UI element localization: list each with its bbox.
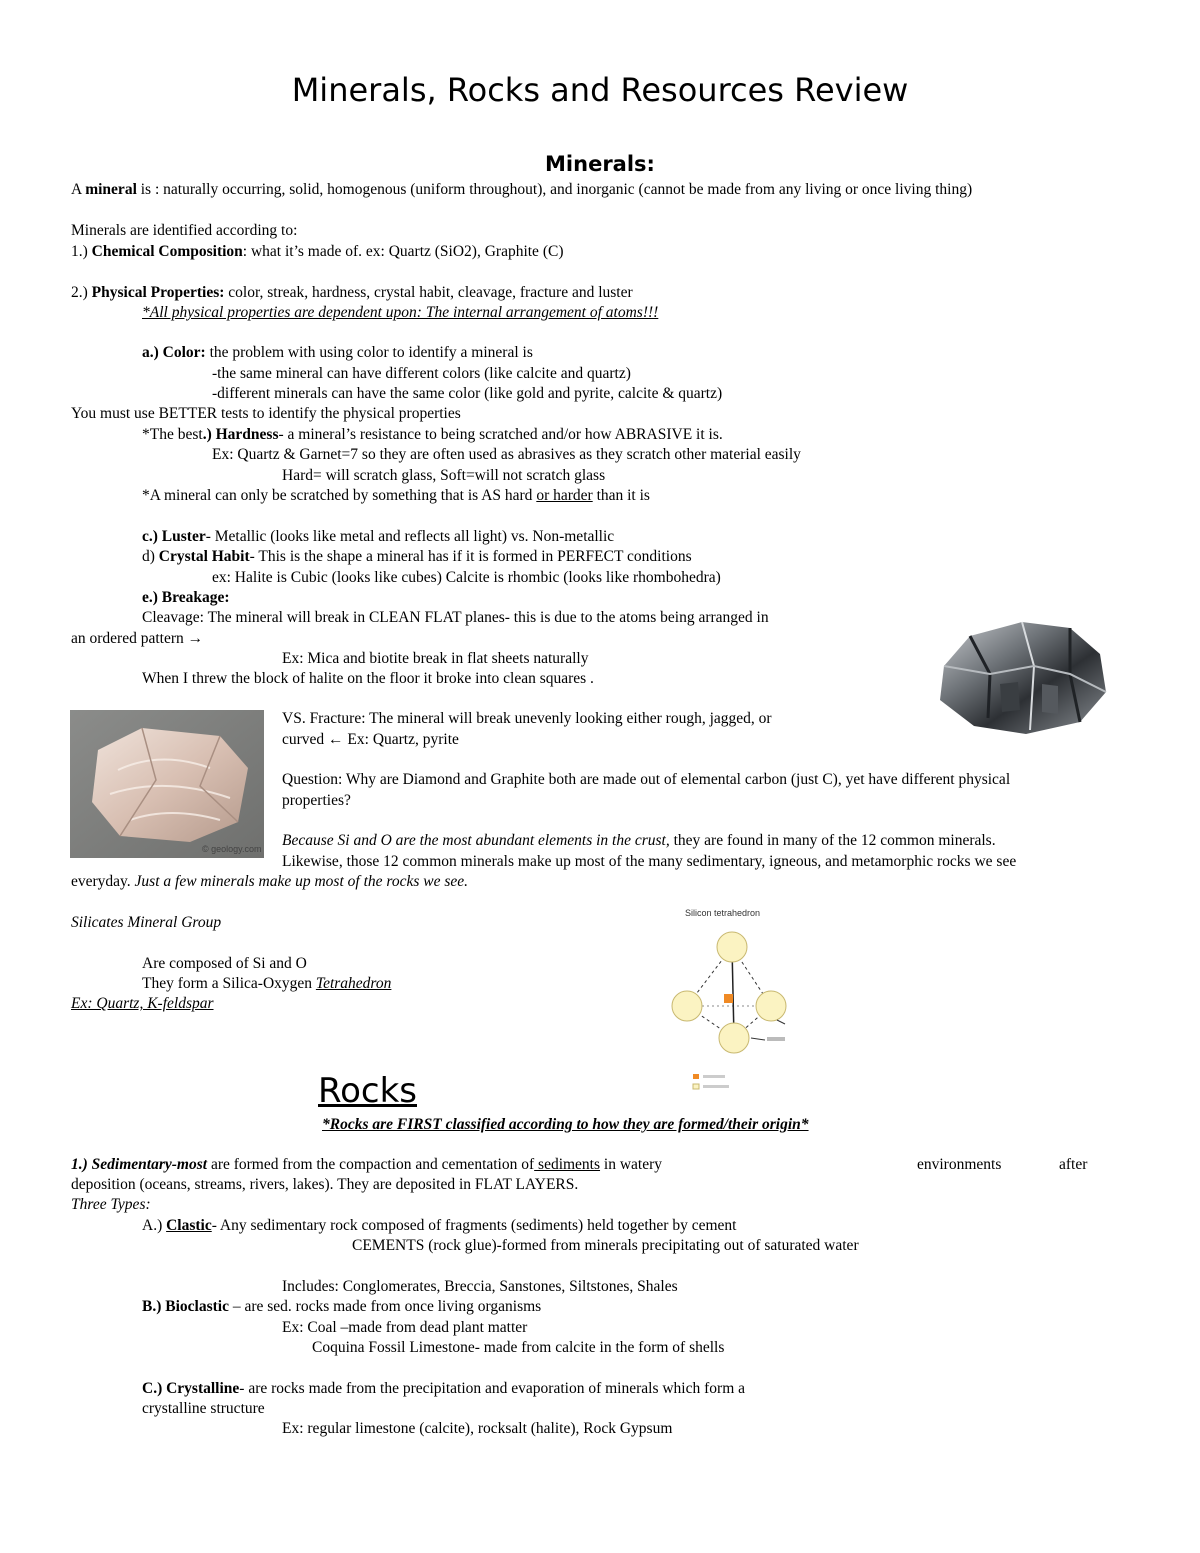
rocks-heading: Rocks [318, 1071, 417, 1111]
identified-intro: Minerals are identified according to: [71, 222, 298, 239]
silicates-point-2: They form a Silica-Oxygen Tetrahedron [142, 975, 392, 992]
tetrahedron-diagram [665, 902, 805, 1094]
silicates-example: Ex: Quartz, K-feldspar [71, 995, 214, 1012]
clastic-line: A.) Clastic- Any sedimentary rock composed of fragments (sediments) held together by cement [142, 1217, 737, 1234]
sedimentary-environments: environments [917, 1156, 1002, 1173]
clastic-includes: Includes: Conglomerates, Breccia, Sanstones, Siltstones, Shales [282, 1278, 678, 1295]
mineral-definition: A mineral is : naturally occurring, solid, homogenous (uniform throughout), and inorganic (cannot be made from any living or once living thing) [71, 181, 973, 198]
physical-properties: 2.) Physical Properties: color, streak, hardness, crystal habit, cleavage, fracture and luster [71, 284, 633, 301]
sedimentary-line-1: 1.) Sedimentary-most are formed from the compaction and cementation of sediments in watery [71, 1156, 663, 1173]
cements-line: CEMENTS (rock glue)-formed from minerals precipitating out of saturated water [352, 1237, 859, 1254]
chemical-composition: 1.) Chemical Composition: what it’s made of. ex: Quartz (SiO2), Graphite (C) [71, 243, 564, 260]
cleavage-line-2: an ordered pattern → [71, 630, 204, 647]
crystalline-example: Ex: regular limestone (calcite), rocksalt (halite), Rock Gypsum [282, 1420, 673, 1437]
hardness-line: *The best.) Hardness- a mineral’s resistance to being scratched and/or how ABRASIVE it is. [142, 426, 723, 443]
fracture-line-2: curved ← Ex: Quartz, pyrite [282, 731, 459, 748]
breakage-heading: e.) Breakage: [142, 589, 230, 606]
crystalline-line-1: C.) Crystalline- are rocks made from the precipitation and evaporation of minerals which form a [142, 1380, 746, 1397]
hardness-example: Ex: Quartz & Garnet=7 so they are often used as abrasives as they scratch other material easily [212, 446, 801, 463]
silicates-point-1: Are composed of Si and O [142, 955, 307, 972]
fracture-line-1: VS. Fracture: The mineral will break unevenly looking either rough, jagged, or [282, 710, 772, 727]
tetrahedron-title: Silicon tetrahedron [685, 908, 761, 918]
bioclastic-line: B.) Bioclastic – are sed. rocks made from once living organisms [142, 1298, 542, 1315]
minerals-heading: Minerals: [545, 152, 655, 176]
crystal-habit-line: d) Crystal Habit- This is the shape a mineral has if it is formed in PERFECT conditions [142, 548, 692, 565]
question-line-1: Question: Why are Diamond and Graphite both are made out of elemental carbon (just C), yet have different physical [282, 771, 1011, 788]
crystalline-line-2: crystalline structure [142, 1400, 265, 1417]
question-line-2: properties? [282, 792, 351, 809]
color-point-1: -the same mineral can have different colors (like calcite and quartz) [212, 365, 631, 382]
sedimentary-line-2: deposition (oceans, streams, rivers, lakes). They are deposited in FLAT LAYERS. [71, 1176, 579, 1193]
document-title: Minerals, Rocks and Resources Review [291, 71, 909, 109]
three-types: Three Types: [71, 1196, 151, 1213]
photo-credit: © geology.com [202, 844, 262, 854]
cleavage-line-1: Cleavage: The mineral will break in CLEAN FLAT planes- this is due to the atoms being arranged in [142, 609, 769, 626]
physical-note: *All physical properties are dependent upon: The internal arrangement of atoms!!! [142, 304, 659, 321]
bioclastic-example-2: Coquina Fossil Limestone- made from calcite in the form of shells [312, 1339, 725, 1356]
cleavage-example: Ex: Mica and biotite break in flat sheets naturally [282, 650, 589, 667]
habit-example: ex: Halite is Cubic (looks like cubes) Calcite is rhombic (looks like rhombohedra) [212, 569, 721, 586]
color-line: a.) Color: the problem with using color to identify a mineral is [142, 344, 533, 361]
calcite-photo [70, 710, 264, 858]
bioclastic-example-1: Ex: Coal –made from dead plant matter [282, 1319, 528, 1336]
halite-line: When I threw the block of halite on the floor it broke into clean squares . [142, 670, 594, 687]
color-point-2: -different minerals can have the same color (like gold and pyrite, calcite & quartz) [212, 385, 723, 402]
scratch-rule: *A mineral can only be scratched by something that is AS hard or harder than it is [142, 487, 650, 504]
because-line-2: Likewise, those 12 common minerals make up most of the many sedimentary, igneous, and metamorphic rocks we see [282, 853, 1017, 870]
sedimentary-after: after [1059, 1156, 1088, 1173]
better-tests: You must use BETTER tests to identify the physical properties [71, 405, 461, 422]
hard-soft: Hard= will scratch glass, Soft=will not scratch glass [282, 467, 606, 484]
luster-line: c.) Luster- Metallic (looks like metal and reflects all light) vs. Non-metallic [142, 528, 615, 545]
galena-photo [930, 614, 1110, 738]
silicates-heading: Silicates Mineral Group [71, 914, 222, 931]
because-line-1: Because Si and O are the most abundant elements in the crust, they are found in many of the 12 common minerals. [282, 832, 996, 849]
rocks-classification-note: *Rocks are FIRST classified according to how they are formed/their origin* [322, 1116, 809, 1133]
because-line-3: everyday. Just a few minerals make up most of the rocks we see. [71, 873, 469, 890]
